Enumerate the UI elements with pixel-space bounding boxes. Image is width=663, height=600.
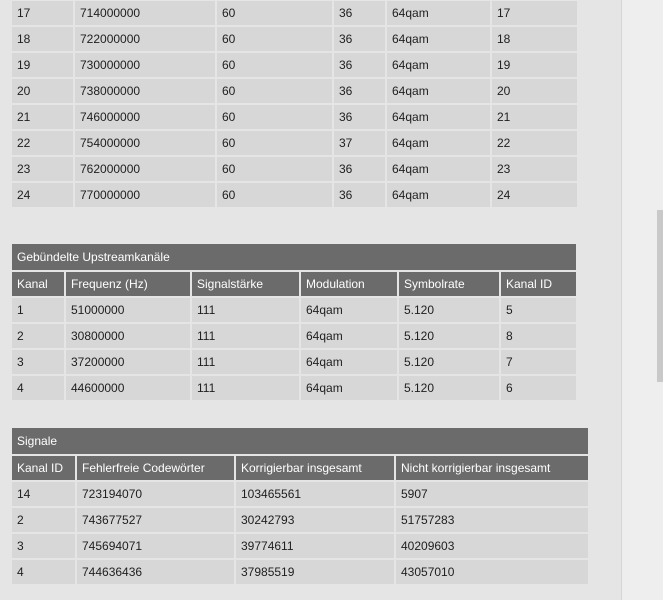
table-cell: 44600000 [66,376,190,400]
table-cell: 36 [334,157,385,181]
table-cell: 64qam [301,298,397,322]
signals-row [12,534,588,558]
table-cell: 36 [334,53,385,77]
table-cell: 714000000 [75,1,215,25]
table-cell: 111 [192,376,299,400]
signals-row [12,482,588,506]
table-cell: 51000000 [66,298,190,322]
table-cell: 30242793 [236,508,394,532]
column-header-korrigierbar: Korrigierbar insgesamt [236,456,394,480]
table-cell: 60 [217,157,332,181]
upstream-row [12,350,576,374]
downstream-row [12,131,577,155]
table-cell: 723194070 [77,482,234,506]
table-cell: 64qam [387,183,490,207]
signals-row [12,560,588,584]
table-cell: 722000000 [75,27,215,51]
table-cell: 37 [334,131,385,155]
table-cell: 64qam [387,1,490,25]
column-header-symbolrate: Symbolrate [399,272,499,296]
column-header-kanal: Kanal [12,272,64,296]
table-cell: 39774611 [236,534,394,558]
table-cell: 21 [12,105,73,129]
table-cell: 743677527 [77,508,234,532]
column-header-modulation: Modulation [301,272,397,296]
table-cell: 60 [217,53,332,77]
table-cell: 64qam [387,79,490,103]
upstream-row [12,298,576,322]
table-cell: 19 [492,53,577,77]
column-header-kanal-id: Kanal ID [12,456,75,480]
table-cell: 770000000 [75,183,215,207]
table-cell: 60 [217,79,332,103]
table-cell: 22 [492,131,577,155]
table-cell: 744636436 [77,560,234,584]
signals-section-title: Signale [12,428,588,454]
signals-table [10,426,590,586]
column-header-fehlerfreie-codewoerter: Fehlerfreie Codewörter [77,456,234,480]
table-cell: 5 [501,298,576,322]
table-cell: 18 [492,27,577,51]
table-cell: 43057010 [396,560,588,584]
table-cell: 37985519 [236,560,394,584]
table-cell: 4 [12,376,64,400]
table-cell: 111 [192,298,299,322]
table-cell: 24 [492,183,577,207]
table-cell: 730000000 [75,53,215,77]
table-cell: 746000000 [75,105,215,129]
downstream-row [12,53,577,77]
table-cell: 60 [217,183,332,207]
table-cell: 19 [12,53,73,77]
table-cell: 738000000 [75,79,215,103]
table-cell: 20 [12,79,73,103]
table-cell: 5.120 [399,376,499,400]
downstream-row [12,157,577,181]
table-cell: 23 [12,157,73,181]
table-cell: 60 [217,131,332,155]
table-cell: 3 [12,350,64,374]
table-cell: 64qam [387,131,490,155]
table-cell: 36 [334,1,385,25]
upstream-row [12,324,576,348]
downstream-channels-table [10,0,579,209]
table-cell: 18 [12,27,73,51]
table-cell: 103465561 [236,482,394,506]
table-cell: 64qam [301,376,397,400]
table-cell: 24 [12,183,73,207]
signals-row [12,508,588,532]
table-cell: 36 [334,105,385,129]
table-cell: 21 [492,105,577,129]
table-cell: 30800000 [66,324,190,348]
table-cell: 7 [501,350,576,374]
table-cell: 111 [192,324,299,348]
downstream-row [12,27,577,51]
table-cell: 36 [334,183,385,207]
downstream-row [12,183,577,207]
table-cell: 2 [12,324,64,348]
downstream-row [12,79,577,103]
table-cell: 60 [217,27,332,51]
upstream-row [12,376,576,400]
table-cell: 60 [217,1,332,25]
column-header-nicht-korrigierbar: Nicht korrigierbar insgesamt [396,456,588,480]
table-cell: 5907 [396,482,588,506]
table-cell: 20 [492,79,577,103]
table-cell: 23 [492,157,577,181]
table-cell: 37200000 [66,350,190,374]
table-cell: 14 [12,482,75,506]
column-header-signalstaerke: Signalstärke [192,272,299,296]
table-cell: 754000000 [75,131,215,155]
signals-table-body [12,482,588,584]
downstream-row [12,1,577,25]
table-cell: 51757283 [396,508,588,532]
table-cell: 5.120 [399,298,499,322]
table-cell: 64qam [387,105,490,129]
downstream-row [12,105,577,129]
scrollbar-thumb[interactable] [657,210,663,382]
table-cell: 22 [12,131,73,155]
table-cell: 64qam [301,350,397,374]
table-cell: 17 [492,1,577,25]
table-cell: 6 [501,376,576,400]
table-cell: 1 [12,298,64,322]
table-cell: 2 [12,508,75,532]
table-cell: 111 [192,350,299,374]
table-cell: 745694071 [77,534,234,558]
table-cell: 64qam [301,324,397,348]
upstream-header-row [12,272,576,296]
table-cell: 17 [12,1,73,25]
table-cell: 64qam [387,53,490,77]
table-cell: 40209603 [396,534,588,558]
table-cell: 8 [501,324,576,348]
table-cell: 60 [217,105,332,129]
column-header-kanal-id: Kanal ID [501,272,576,296]
table-cell: 5.120 [399,324,499,348]
upstream-section-title: Gebündelte Upstreamkanäle [12,244,576,270]
table-cell: 64qam [387,157,490,181]
upstream-table-body [12,298,576,400]
table-cell: 3 [12,534,75,558]
table-cell: 64qam [387,27,490,51]
table-cell: 762000000 [75,157,215,181]
scrollbar-track[interactable] [621,0,663,600]
upstream-channels-table [10,242,578,402]
signals-header-row [12,456,588,480]
table-cell: 36 [334,79,385,103]
table-cell: 4 [12,560,75,584]
table-cell: 5.120 [399,350,499,374]
column-header-frequenz: Frequenz (Hz) [66,272,190,296]
table-cell: 36 [334,27,385,51]
downstream-table-body [12,1,577,207]
